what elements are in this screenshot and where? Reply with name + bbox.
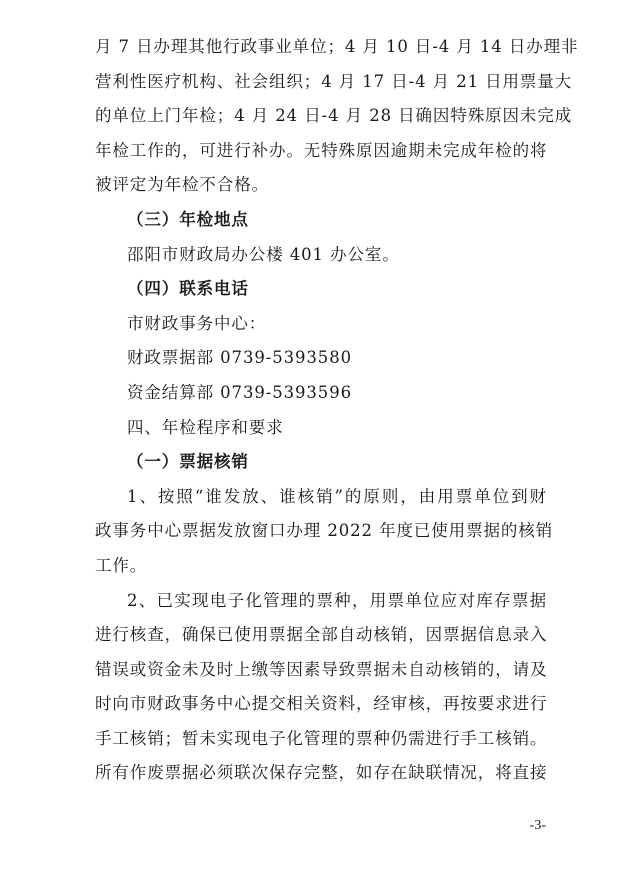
item2-line: 进行核查，确保已使用票据全部自动核销，因票据信息录入 — [95, 625, 548, 645]
paragraph-line: 营利性医疗机构、社会组织；4 月 17 日-4 月 21 日用票量大 — [95, 71, 573, 91]
item1-line: 工作。 — [95, 555, 148, 575]
item2-line: 错误或资金未及时上缴等因素导致票据未自动核销的，请及 — [95, 659, 548, 679]
section-heading-verification: （一）票据核销 — [127, 452, 249, 472]
paragraph-line: 月 7 日办理其他行政事业单位；4 月 10 日-4 月 14 日办理非 — [95, 37, 579, 56]
section-heading-contact: （四）联系电话 — [127, 279, 249, 299]
page-number: -3- — [529, 818, 546, 833]
item2-line: 时向市财政事务中心提交相关资料，经审核，再按要求进行 — [95, 694, 548, 714]
document-body — [95, 30, 579, 791]
item2-line: 2、已实现电子化管理的票种，用票单位应对库存票据 — [127, 590, 547, 610]
section-heading-location: （三）年检地点 — [127, 209, 249, 229]
contact-phone-1: 财政票据部 0739-5393580 — [127, 348, 352, 368]
location-text: 邵阳市财政局办公楼 401 办公室。 — [127, 244, 400, 264]
item1-line: 政事务中心票据发放窗口办理 2022 年度已使用票据的核销 — [95, 521, 554, 541]
contact-org: 市财政事务中心： — [127, 313, 267, 333]
item2-line: 所有作废票据必须联次保存完整，如存在缺联情况，将直接 — [95, 763, 548, 783]
contact-phone-2: 资金结算部 0739-5393596 — [127, 382, 352, 402]
item2-line: 手工核销；暂未实现电子化管理的票种仍需进行手工核销。 — [95, 728, 548, 748]
paragraph-line: 年检工作的，可进行补办。无特殊原因逾期未完成年检的将 — [95, 140, 548, 160]
paragraph-line: 被评定为年检不合格。 — [95, 175, 269, 195]
part-heading-procedure: 四、年检程序和要求 — [127, 417, 284, 437]
item1-line: 1、按照“谁发放、谁核销”的原则，由用票单位到财 — [127, 486, 547, 506]
paragraph-line: 的单位上门年检；4 月 24 日-4 月 28 日确因特殊原因未完成 — [95, 106, 573, 126]
